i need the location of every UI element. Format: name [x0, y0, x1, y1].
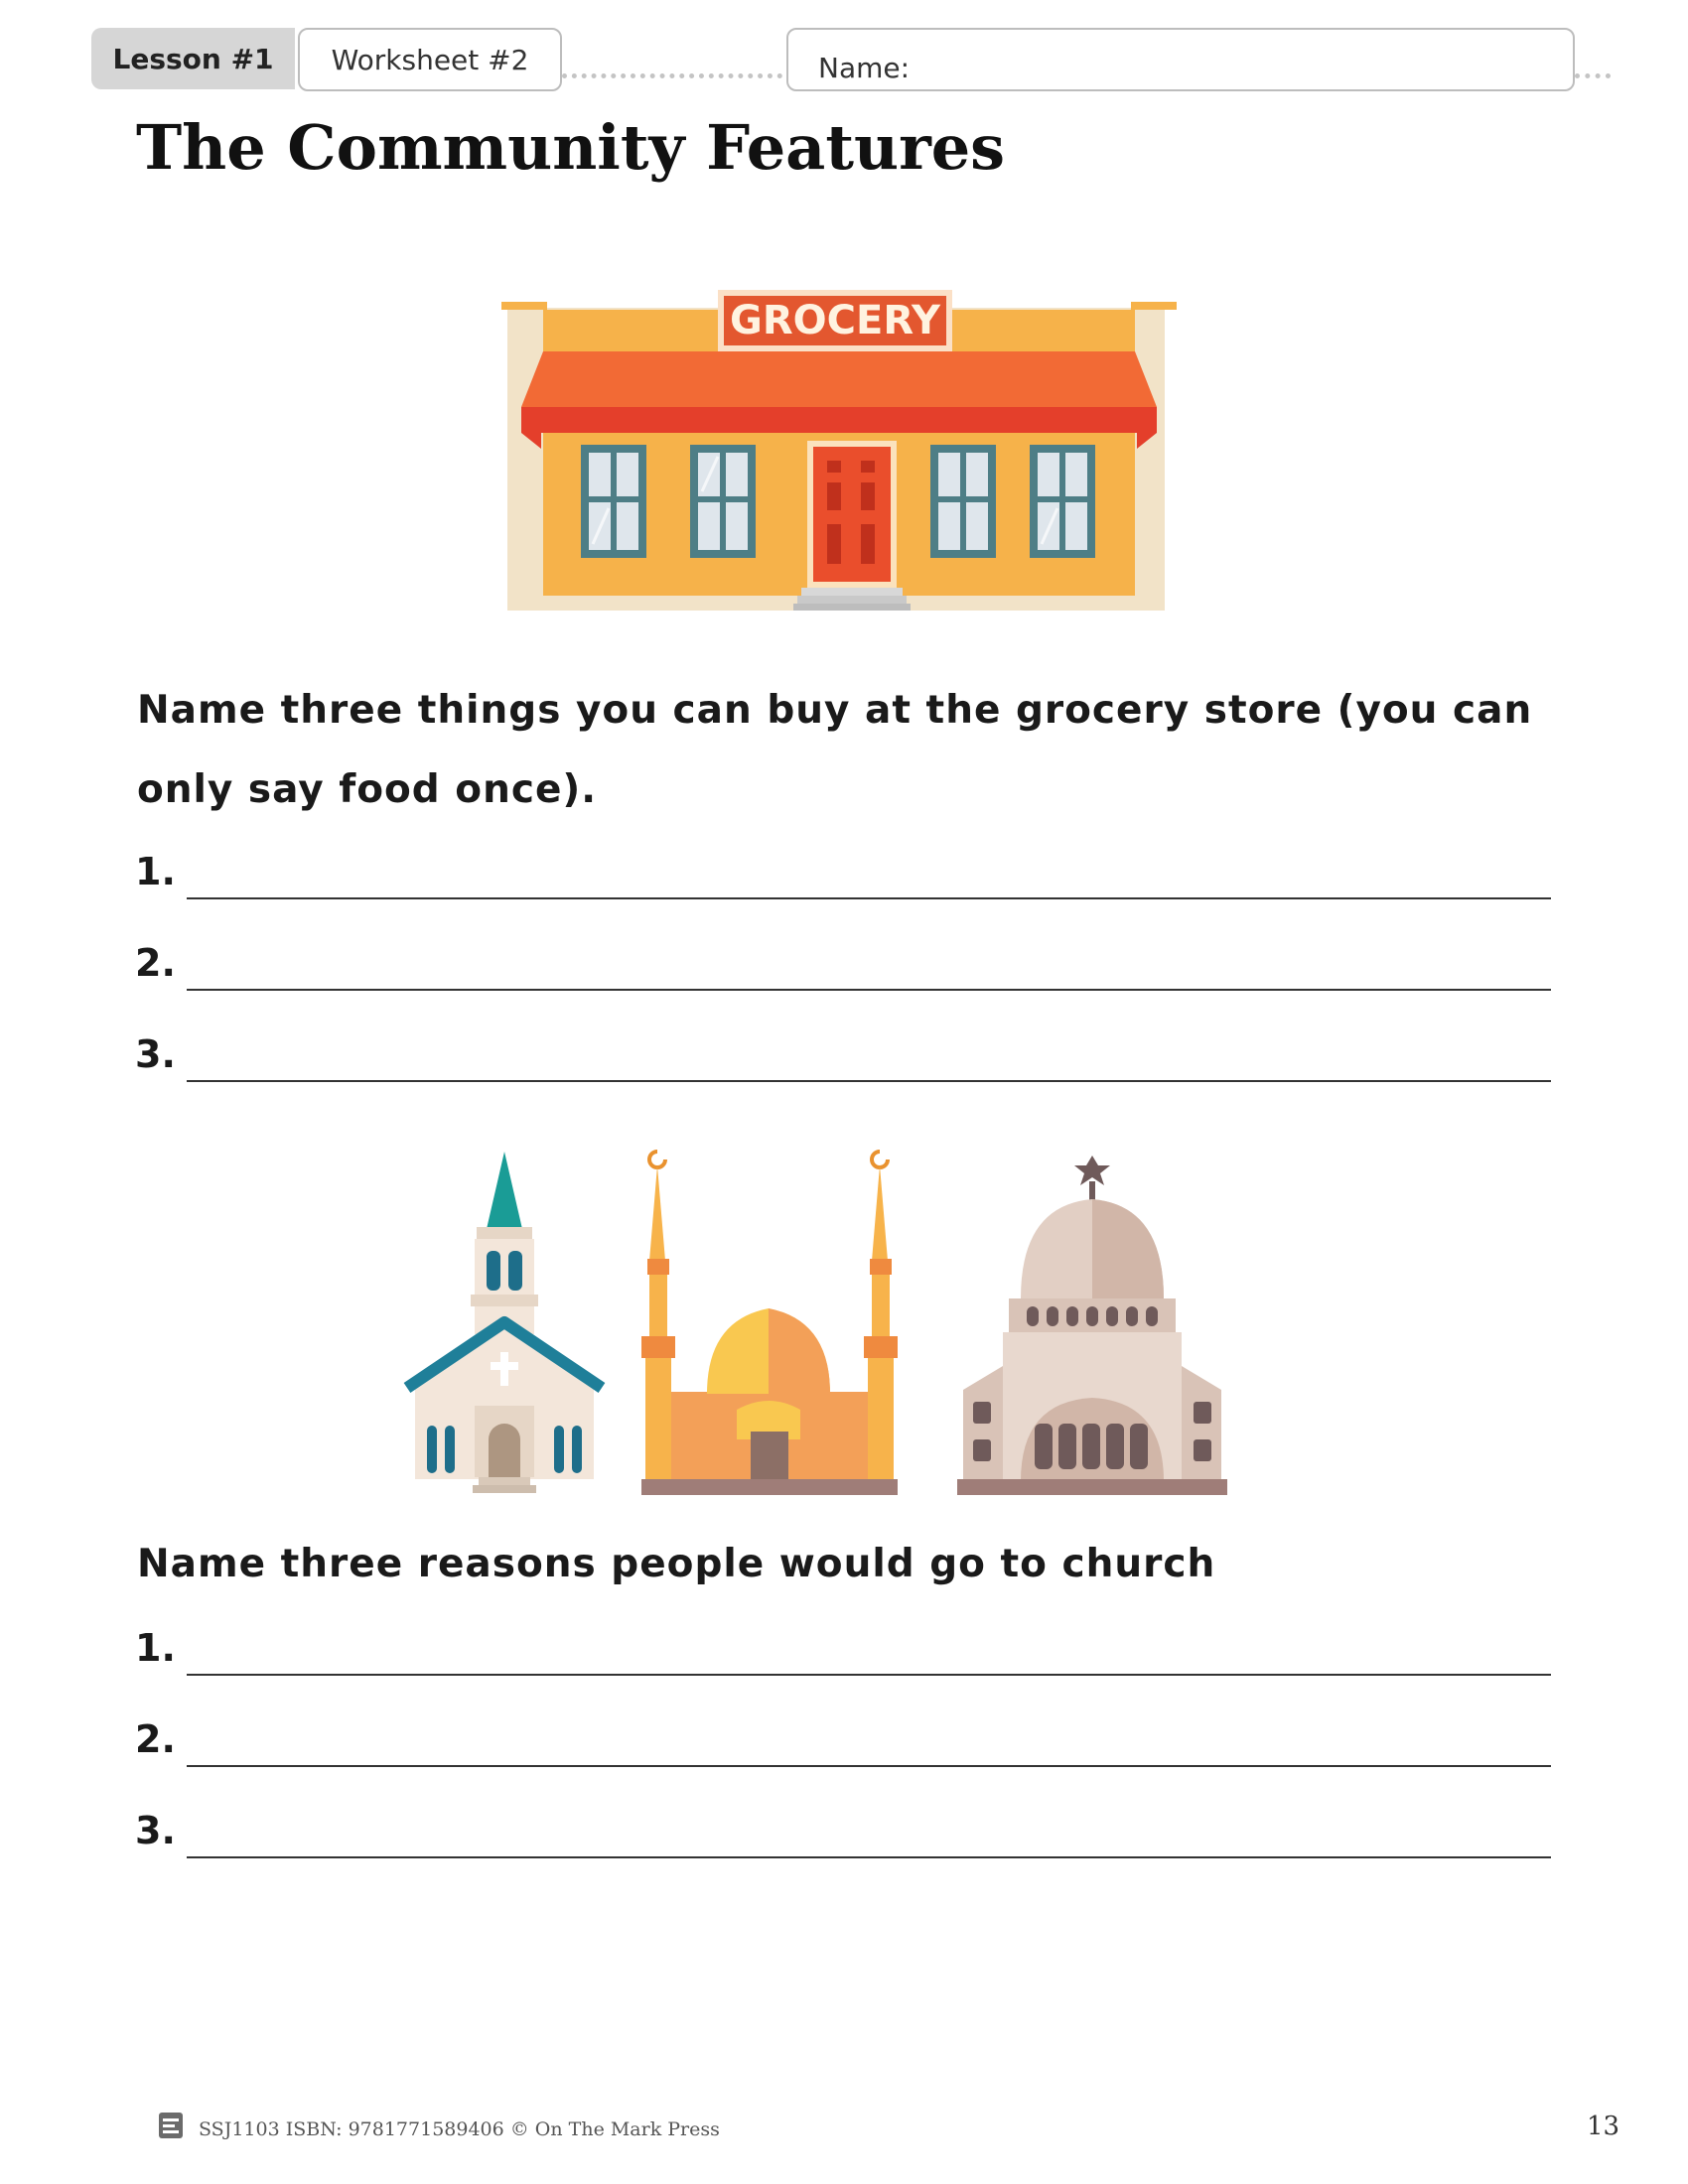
answer-row[interactable]: [135, 1707, 1551, 1767]
answer-row[interactable]: [135, 840, 1551, 899]
answer-row[interactable]: [135, 1799, 1551, 1858]
places-of-worship-illustration: [397, 1142, 1271, 1499]
answer-line[interactable]: [187, 1765, 1551, 1767]
publisher-logo-icon: [157, 2111, 185, 2140]
answer-line[interactable]: [187, 1674, 1551, 1676]
answer-row[interactable]: [135, 1023, 1551, 1082]
answer-line[interactable]: [187, 1080, 1551, 1082]
name-field-label: Name:: [818, 52, 911, 84]
answer-number: 2.: [135, 1717, 176, 1761]
answer-number: 3.: [135, 1809, 176, 1852]
header-divider-end: [1575, 73, 1611, 78]
footer-text: SSJ1103 ISBN: 9781771589406 © On The Mark Press: [199, 2118, 720, 2140]
question-church: Name three reasons people would go to church: [137, 1542, 1216, 1586]
page-number: 13: [1587, 2112, 1620, 2141]
answer-number: 1.: [135, 1626, 176, 1670]
grocery-store-illustration: [501, 278, 1177, 625]
answer-number: 1.: [135, 850, 176, 893]
lesson-label: Lesson #1: [91, 28, 295, 89]
page-title: The Community Features: [136, 111, 1006, 184]
answer-line[interactable]: [187, 989, 1551, 991]
answer-number: 3.: [135, 1032, 176, 1076]
answer-line[interactable]: [187, 897, 1551, 899]
synagogue-illustration: [957, 1156, 1227, 1495]
question-grocery: Name three things you can buy at the grocery store (you can only say food once).: [137, 688, 1533, 812]
answer-row[interactable]: [135, 1616, 1551, 1676]
header-divider: [562, 73, 782, 78]
answer-row[interactable]: [135, 931, 1551, 991]
answer-line[interactable]: [187, 1856, 1551, 1858]
church-illustration: [407, 1152, 602, 1493]
mosque-illustration: [641, 1152, 898, 1495]
worksheet-label: Worksheet #2: [298, 28, 562, 91]
name-field[interactable]: [786, 28, 1575, 91]
grocery-sign-text: GROCERY: [730, 298, 940, 343]
answer-number: 2.: [135, 941, 176, 985]
